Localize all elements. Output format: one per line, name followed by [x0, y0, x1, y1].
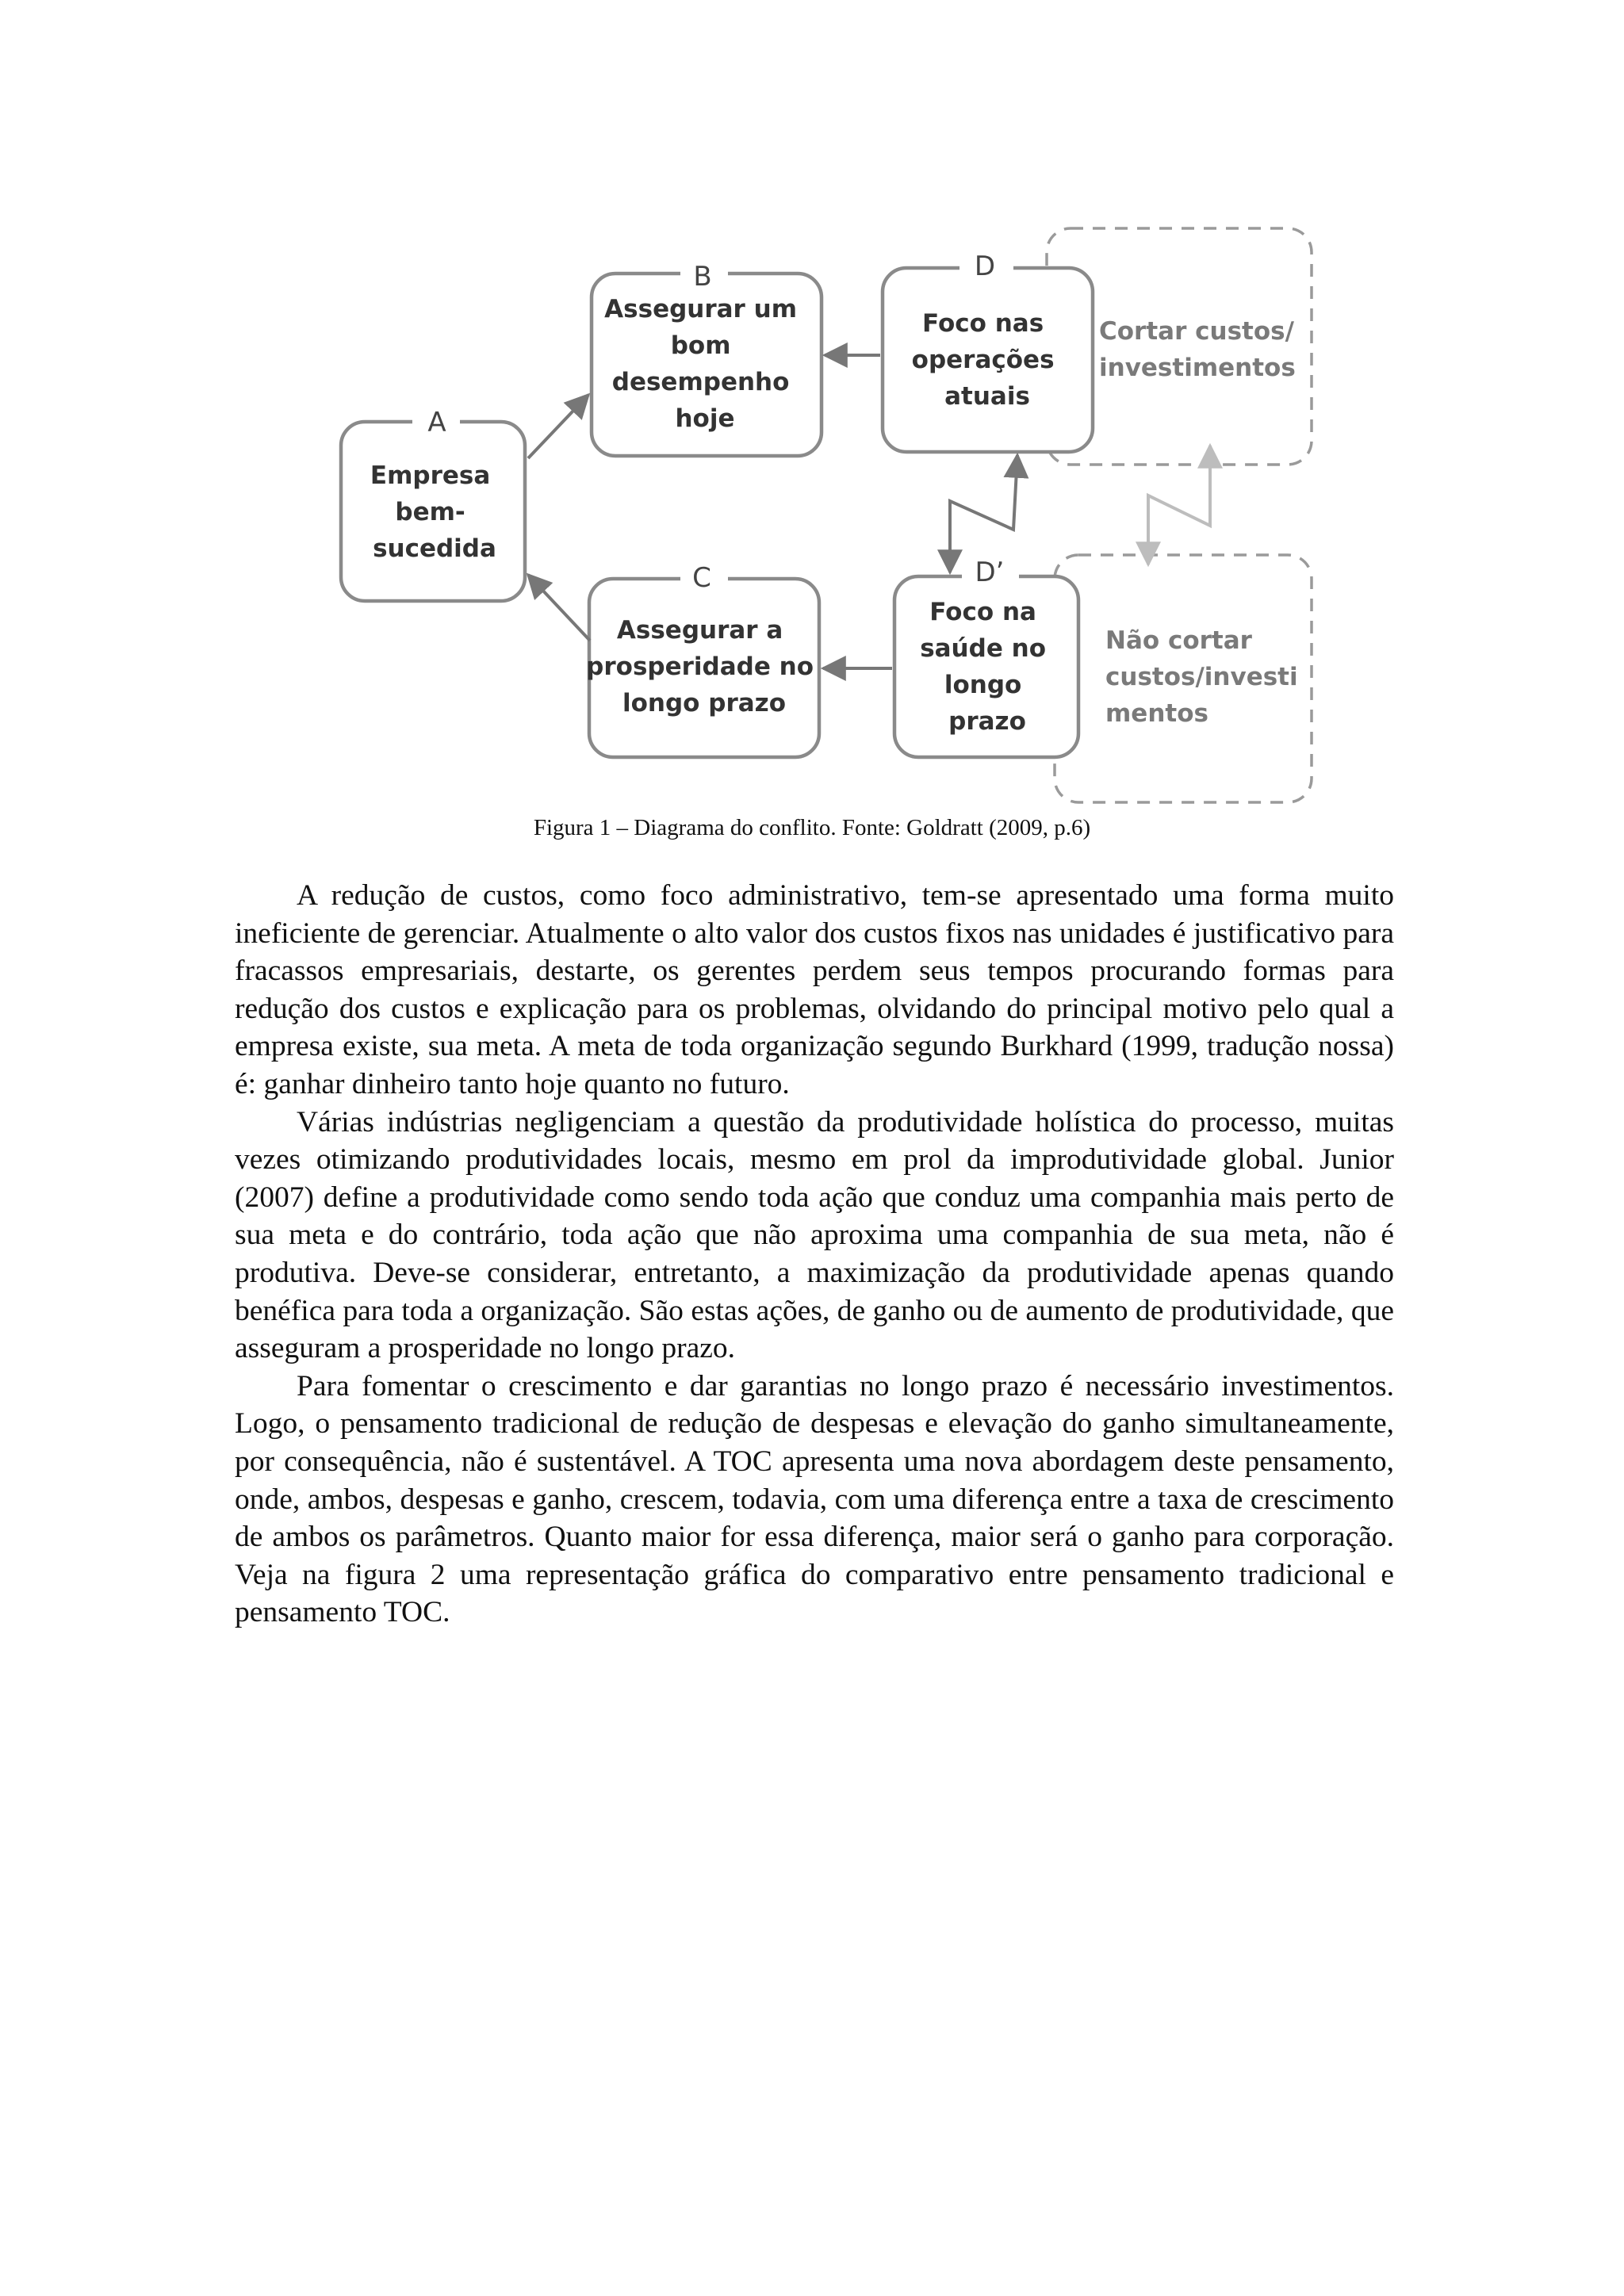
alt-bottom-label: Não cortar custos/investi mentos	[1105, 626, 1298, 728]
node-b-label: Assegurar um bom desempenho hoje	[604, 295, 798, 433]
arrow-a-to-b	[528, 395, 588, 458]
conflict-diagram	[317, 214, 1332, 817]
node-b-letter: B	[693, 261, 712, 293]
node-c-letter: C	[692, 562, 711, 594]
node-c-label: Assegurar a prosperidade no longo prazo	[586, 616, 814, 718]
paragraph-1: A redução de custos, como foco administrativo, tem-se apresentado uma forma muito ineficiente de gerenciar. Atualmente o alto valor dos custos fixos nas unidades é justificativo para fracassos empresariais, destarte, os gerentes perdem seus tempos procurando formas para redução dos custos e explicação para os problemas, olvidando do principal motivo pelo qual a empresa existe, sua meta. A meta de toda organização segundo Burkhard (1999, tradução nossa) é: ganhar dinheiro tanto hoje quanto no futuro.	[235, 879, 1394, 1100]
node-d-label: Foco nas operações atuais	[911, 309, 1055, 411]
node-a-label: Empresa bem- sucedida	[370, 461, 496, 563]
paragraph-3: Para fomentar o crescimento e dar garantias no longo prazo é necessário investimentos. Logo, o pensamento tradicional de redução de despesas e elevação do ganho simultaneamente, por consequência, não é sustentável. A TOC apresenta uma nova abordagem deste pensamento, onde, ambos, despesas e ganho, crescem, todavia, com uma diferença entre a taxa de crescimento de ambos os parâmetros. Quanto maior for essa diferença, maior será o ganho para corporação. Veja na figura 2 uma representação gráfica do comparativo entre pensamento tradicional e pensamento TOC.	[235, 1369, 1394, 1629]
alt-top-label: Cortar custos/ investimentos	[1099, 317, 1296, 382]
node-dp-letter: D’	[975, 557, 1005, 588]
arrow-a-to-c	[528, 575, 590, 641]
node-dp-label: Foco na saúde no longo prazo	[920, 598, 1047, 736]
paragraph-2: Várias indústrias negligenciam a questão da produtividade holística do processo, muitas vezes otimizando produtividades locais, mesmo em prol da improdutividade global. Junior (2007) define a produtividade como sendo toda ação que conduz uma companhia mais perto de sua meta e do contrário, toda ação que não aproxima uma companhia de sua meta, não é produtiva. Deve-se considerar, entretanto, a maximização da produtividade apenas quando benéfica para toda a organização. São estas ações, de ganho ou de aumento de produtividade, que asseguram a prosperidade no longo prazo.	[235, 1105, 1394, 1365]
node-d-letter: D	[974, 251, 996, 282]
node-a-letter: A	[427, 407, 446, 438]
body-text	[235, 877, 1394, 1632]
figure-caption: Figura 1 – Diagrama do conflito. Fonte: Goldratt (2009, p.6)	[533, 815, 1091, 840]
conflict-zigzag	[950, 455, 1017, 572]
